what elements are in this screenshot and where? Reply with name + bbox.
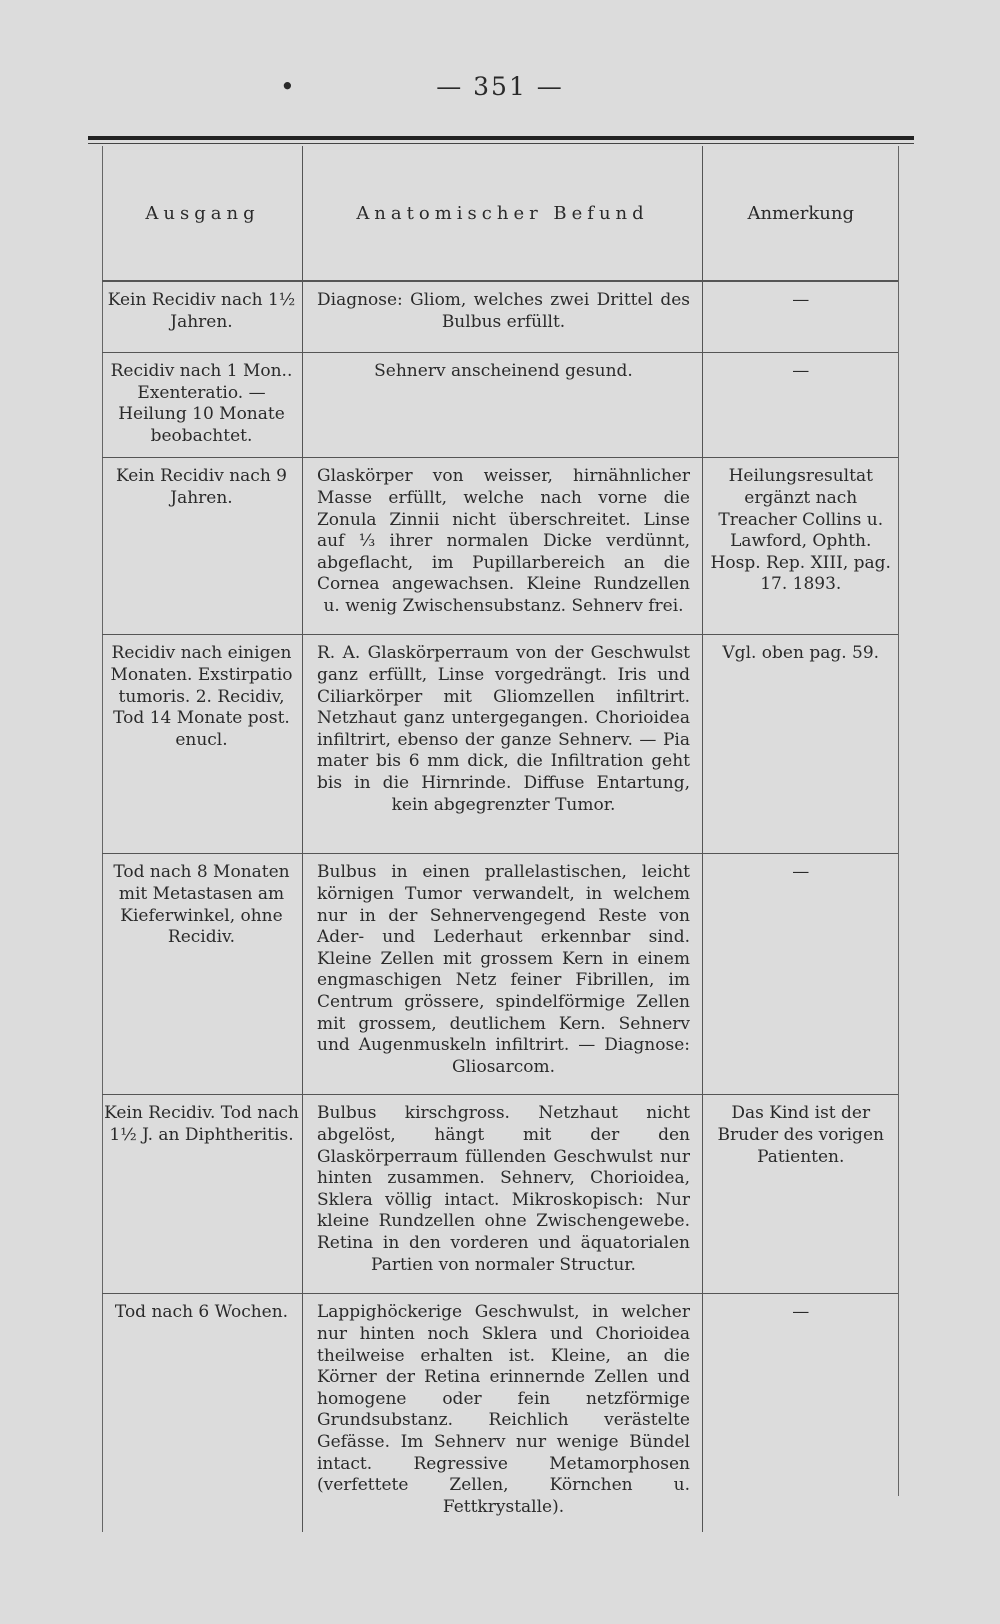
cell-ausgang: Tod nach 8 Monaten mit Metastasen am Kieferwinkel, ohne Recidiv. — [103, 854, 303, 1095]
table-row — [103, 281, 899, 353]
cell-ausgang: Kein Recidiv nach 1½ Jahren. — [103, 281, 303, 353]
cell-befund: Glaskörper von weisser, hirnähnlicher Masse erfüllt, welche nach vorne die Zonula Zinnii nicht überschreitet. Linse auf ⅓ ihrer normalen Dicke verdünnt, abgeflacht, im Pupillarbereich an die Cornea angewachsen. Kleine Rundzellen u. wenig Zwischensubstanz. Sehnerv frei. — [303, 458, 703, 635]
table-right-border — [898, 146, 899, 1496]
cell-befund: Sehnerv anscheinend gesund. — [303, 353, 703, 458]
cell-anmerkung: Heilungsresultat ergänzt nach Treacher Collins u. Lawford, Ophth. Hosp. Rep. XIII, pag. 17. 1893. — [703, 458, 899, 635]
cell-befund: Lappighöckerige Geschwulst, in welcher nur hinten noch Sklera und Chorioidea theilweise erhalten ist. Kleine, an die Körner der Retina erinnernde Zellen und homogene oder fein netzförmige Grundsubstanz. Reichlich verästelte Gefässe. Im Sehnerv nur wenige Bündel intact. Regressive Metamorphosen (verfettete Zellen, Körnchen u. Fettkrystalle). — [303, 1294, 703, 1533]
header-rule-thin — [88, 143, 914, 144]
cell-befund: Diagnose: Gliom, welches zwei Drittel des Bulbus erfüllt. — [303, 281, 703, 353]
cell-anmerkung: — — [703, 281, 899, 353]
cell-anmerkung: — — [703, 1294, 899, 1533]
header-ausgang: Ausgang — [103, 146, 303, 281]
page-number — [0, 72, 1000, 101]
cell-anmerkung: — — [703, 353, 899, 458]
page-dot: • — [280, 72, 297, 101]
table-row — [103, 458, 899, 635]
page-number-text: — 351 — — [436, 72, 564, 101]
cell-ausgang: Recidiv nach 1 Mon.. Exenteratio. — Heilung 10 Monate beobachtet. — [103, 353, 303, 458]
table-row — [103, 854, 899, 1095]
table-header-row — [103, 146, 899, 281]
cell-ausgang: Kein Recidiv. Tod nach 1½ J. an Diphtheritis. — [103, 1095, 303, 1294]
header-befund: Anatomischer Befund — [303, 146, 703, 281]
cell-anmerkung: — — [703, 854, 899, 1095]
findings-table — [102, 146, 899, 1532]
cell-befund: Bulbus in einen prallelastischen, leicht körnigen Tumor verwandelt, in welchem nur in der Sehnervengegend Reste von Ader- und Lederhaut erkennbar sind. Kleine Zellen mit grossem Kern in einem engmaschigen Netz feiner Fibrillen, im Centrum grössere, spindelförmige Zellen mit grossem, deutlichem Kern. Sehnerv und Augenmuskeln infiltrirt. — Diagnose: Gliosarcom. — [303, 854, 703, 1095]
cell-anmerkung: Vgl. oben pag. 59. — [703, 635, 899, 854]
header-rule — [88, 136, 914, 140]
table-row — [103, 635, 899, 854]
cell-befund: R. A. Glaskörperraum von der Geschwulst ganz erfüllt, Linse vorgedrängt. Iris und Ciliarkörper mit Gliomzellen infiltrirt. Netzhaut ganz untergegangen. Chorioidea infiltrirt, ebenso der ganze Sehnerv. — Pia mater bis 6 mm dick, die Infiltration geht bis in die Hirnrinde. Diffuse Entartung, kein abgegrenzter Tumor. — [303, 635, 703, 854]
table-row — [103, 1095, 899, 1294]
cell-befund: Bulbus kirschgross. Netzhaut nicht abgelöst, hängt mit der den Glaskörperraum füllenden Geschwulst nur hinten zusammen. Sehnerv, Chorioidea, Sklera völlig intact. Mikroskopisch: Nur kleine Rundzellen ohne Zwischengewebe. Retina in den vorderen und äquatorialen Partien von normaler Structur. — [303, 1095, 703, 1294]
cell-ausgang: Kein Recidiv nach 9 Jahren. — [103, 458, 303, 635]
table-row — [103, 353, 899, 458]
header-anmerkung: Anmerkung — [703, 146, 899, 281]
table-row — [103, 1294, 899, 1533]
cell-ausgang: Tod nach 6 Wochen. — [103, 1294, 303, 1533]
cell-ausgang: Recidiv nach einigen Monaten. Exstirpatio tumoris. 2. Recidiv, Tod 14 Monate post. enucl. — [103, 635, 303, 854]
cell-anmerkung: Das Kind ist der Bruder des vorigen Patienten. — [703, 1095, 899, 1294]
